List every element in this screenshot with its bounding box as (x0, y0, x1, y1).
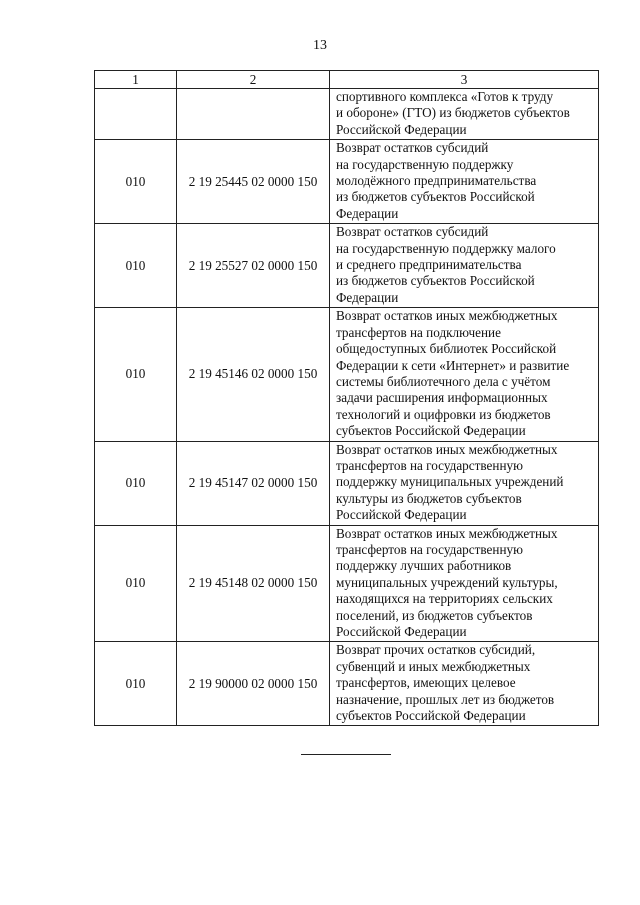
description-line: Российской Федерации (336, 507, 467, 523)
table-row (95, 642, 599, 726)
footer-rule (301, 754, 391, 755)
description-line: поддержку лучших работников (336, 558, 512, 574)
budget-classification-code-cell: 2 19 25445 02 0000 150 (177, 140, 330, 224)
table-row (95, 224, 599, 308)
admin-code-cell: 010 (95, 308, 177, 441)
description-cell (330, 308, 599, 441)
budget-classification-code-cell: 2 19 45146 02 0000 150 (177, 308, 330, 441)
admin-code-cell (95, 89, 177, 140)
description-line: из бюджетов субъектов Российской (336, 273, 535, 289)
description-line: Возврат остатков иных межбюджетных (336, 308, 558, 324)
description-line: трансфертов на государственную (336, 457, 523, 473)
description-line: общедоступных библиотек Российской (336, 341, 557, 357)
description-line: трансфертов на государственную (336, 541, 523, 557)
description-line: на государственную поддержку малого (336, 240, 556, 256)
description-line: трансфертов, имеющих целевое (336, 675, 516, 691)
admin-code-cell: 010 (95, 642, 177, 726)
description-cell (330, 441, 599, 525)
admin-code-cell: 010 (95, 441, 177, 525)
table-row (95, 525, 599, 642)
description-line: Российской Федерации (336, 624, 467, 639)
description-line: на государственную поддержку (336, 156, 514, 172)
description-line: Возврат остатков иных межбюджетных (336, 441, 558, 457)
description-line: муниципальных учреждений культуры, (336, 574, 558, 590)
table-body (95, 89, 599, 726)
description-line: Возврат остатков субсидий (336, 224, 489, 240)
description-line: Российской Федерации (336, 121, 467, 137)
description-line: Федерации (336, 205, 399, 221)
description-line: и среднего предпринимательства (336, 257, 522, 273)
description-line: Возврат остатков иных межбюджетных (336, 525, 558, 541)
description-line: Федерации (336, 289, 399, 305)
column-header-3: 3 (330, 71, 599, 89)
column-header-1: 1 (95, 71, 177, 89)
budget-code-table (94, 70, 599, 726)
description-line: назначение, прошлых лет из бюджетов (336, 691, 555, 707)
description-cell (330, 140, 599, 224)
table-row (95, 308, 599, 441)
description-line: субъектов Российской Федерации (336, 423, 526, 439)
description-line: из бюджетов субъектов Российской (336, 189, 535, 205)
description-cell (330, 525, 599, 642)
table-row (95, 89, 599, 140)
description-line: культуры из бюджетов субъектов (336, 490, 522, 506)
admin-code-cell: 010 (95, 140, 177, 224)
table-row (95, 140, 599, 224)
admin-code-cell: 010 (95, 224, 177, 308)
description-line: субъектов Российской Федерации (336, 708, 526, 724)
page-number: 13 (313, 38, 327, 53)
admin-code-cell: 010 (95, 525, 177, 642)
description-cell (330, 89, 599, 140)
description-line: задачи расширения информационных (336, 390, 548, 406)
budget-classification-code-cell: 2 19 25527 02 0000 150 (177, 224, 330, 308)
description-line: находящихся на территориях сельских (336, 591, 553, 607)
column-header-2: 2 (177, 71, 330, 89)
description-line: технологий и оцифровки из бюджетов (336, 406, 551, 422)
description-line: системы библиотечного дела с учётом (336, 373, 551, 389)
description-line: спортивного комплекса «Готов к труду (336, 89, 554, 104)
description-line: Федерации к сети «Интернет» и развитие (336, 357, 570, 373)
table-row (95, 441, 599, 525)
budget-classification-code-cell: 2 19 90000 02 0000 150 (177, 642, 330, 726)
description-line: поселений, из бюджетов субъектов (336, 607, 533, 623)
budget-classification-code-cell: 2 19 45147 02 0000 150 (177, 441, 330, 525)
description-line: Возврат остатков субсидий (336, 140, 489, 156)
description-line: субвенций и иных межбюджетных (336, 658, 531, 674)
description-line: молодёжного предпринимательства (336, 173, 537, 189)
description-line: поддержку муниципальных учреждений (336, 474, 564, 490)
description-line: трансфертов на подключение (336, 324, 501, 340)
description-cell (330, 224, 599, 308)
budget-classification-code-cell (177, 89, 330, 140)
budget-classification-code-cell: 2 19 45148 02 0000 150 (177, 525, 330, 642)
table-header-row (95, 71, 599, 89)
description-line: Возврат прочих остатков субсидий, (336, 642, 536, 658)
description-cell (330, 642, 599, 726)
description-line: и обороне» (ГТО) из бюджетов субъектов (336, 105, 570, 121)
